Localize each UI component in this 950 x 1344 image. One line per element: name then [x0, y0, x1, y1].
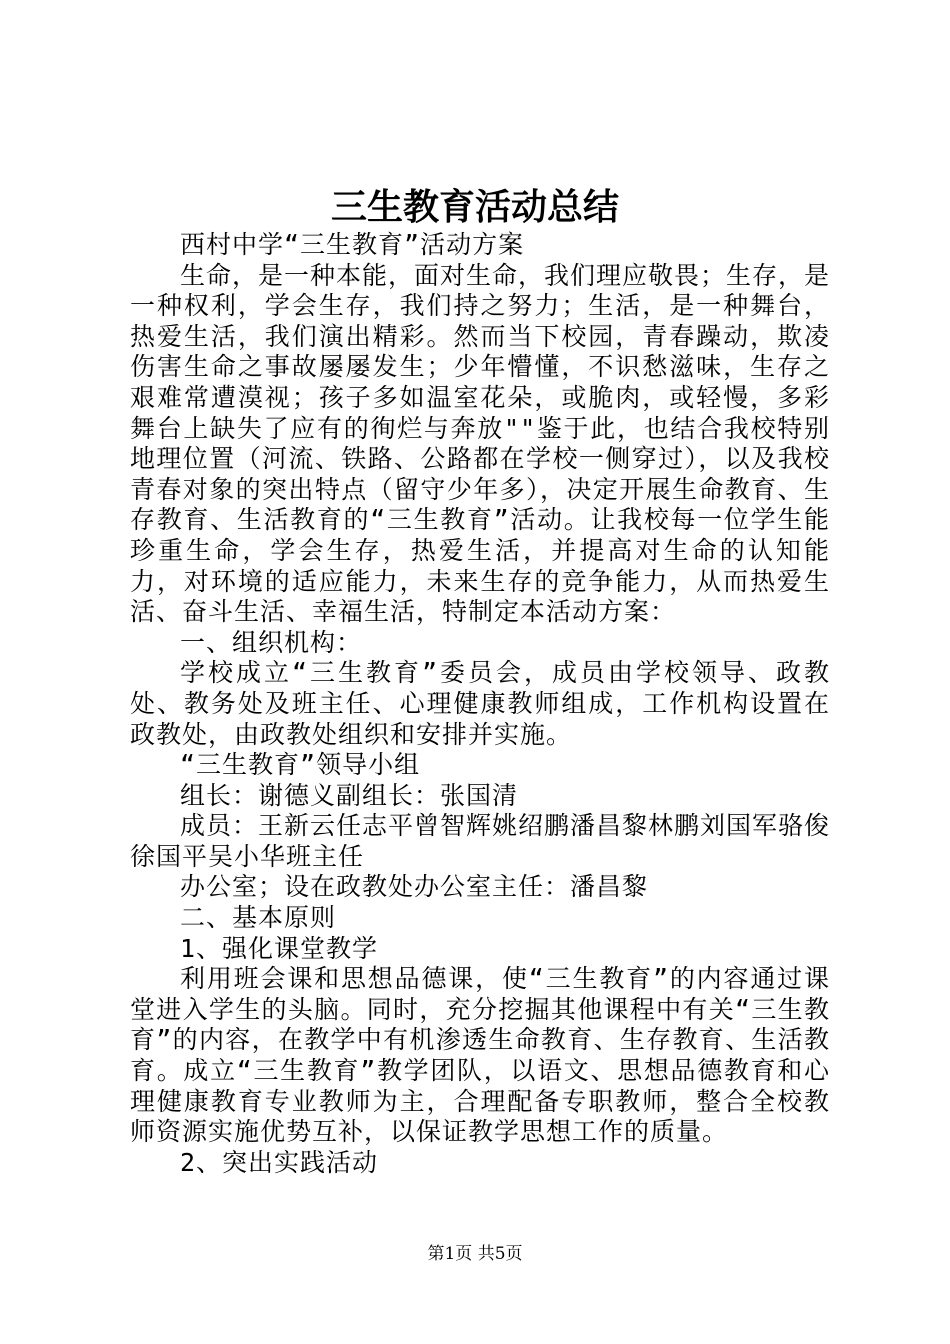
paragraph-plan-heading: 西村中学“三生教育”活动方案	[180, 230, 525, 259]
section-heading-organization: 一、组织机构：	[180, 627, 363, 657]
document-title: 三生教育活动总结	[330, 186, 619, 228]
page-number-footer: 第1页 共5页	[427, 1244, 523, 1264]
paragraph-members: 成员：王新云任志平曾智辉姚绍鹏潘昌黎林鹏刘国军骆俊徐国平吴小华班主任	[130, 811, 831, 871]
paragraph-leaders: 组长：谢德义副组长：张国清	[180, 780, 519, 810]
section-heading-principles: 二、基本原则	[180, 903, 337, 933]
paragraph-committee: 学校成立“三生教育”委员会，成员由学校领导、政教处、教务处及班主任、心理健康教师组成，工作机构设置在政教处，由政教处组织和安排并实施。	[130, 658, 830, 749]
subheading-classroom-teaching: 1、强化课堂教学	[180, 933, 379, 963]
paragraph-intro: 生命，是一种本能，面对生命，我们理应敬畏；生存，是一种权利，学会生存，我们持之努力；生活，是一种舞台，热爱生活，我们演出精彩。然而当下校园，青春躁动，欺凌伤害生命之事故屡屡发生；少年懵懂，不识愁滋味，生存之艰难常遭漠视；孩子多如温室花朵，或脆肉，或轻慢，多彩舞台上缺失了应有的徇烂与奔放""鉴于此，也结合我校特别地理位置（河流、铁路、公路都在学校一侧穿过），以及我校青春对象的突出特点（留守少年多），决定开展生命教育、生存教育、生活教育的“三生教育”活动。让我校每一位学生能珍重生命，学会生存，热爱生活，并提高对生命的认知能力，对环境的适应能力，未来生存的竞争能力，从而热爱生活、奋斗生活、幸福生活，特制定本活动方案：	[130, 260, 831, 627]
document-body	[130, 230, 830, 1178]
paragraph-office: 办公室；设在政教处办公室主任：潘昌黎	[180, 872, 649, 902]
paragraph-leadership-group: “三生教育”领导小组	[180, 750, 421, 780]
subheading-practice-activities: 2、突出实践活动	[180, 1147, 379, 1177]
paragraph-classroom-teaching: 利用班会课和思想品德课，使“三生教育”的内容通过课堂进入学生的头脑。同时，充分挖掘其他课程中有关“三生教育”的内容，在教学中有机渗透生命教育、生存教育、生活教育。成立“三生教育”教学团队，以语文、思想品德教育和心理健康教育专业教师为主，合理配备专职教师，整合全校教师资源实施优势互补，以保证教学思想工作的质量。	[130, 964, 830, 1147]
